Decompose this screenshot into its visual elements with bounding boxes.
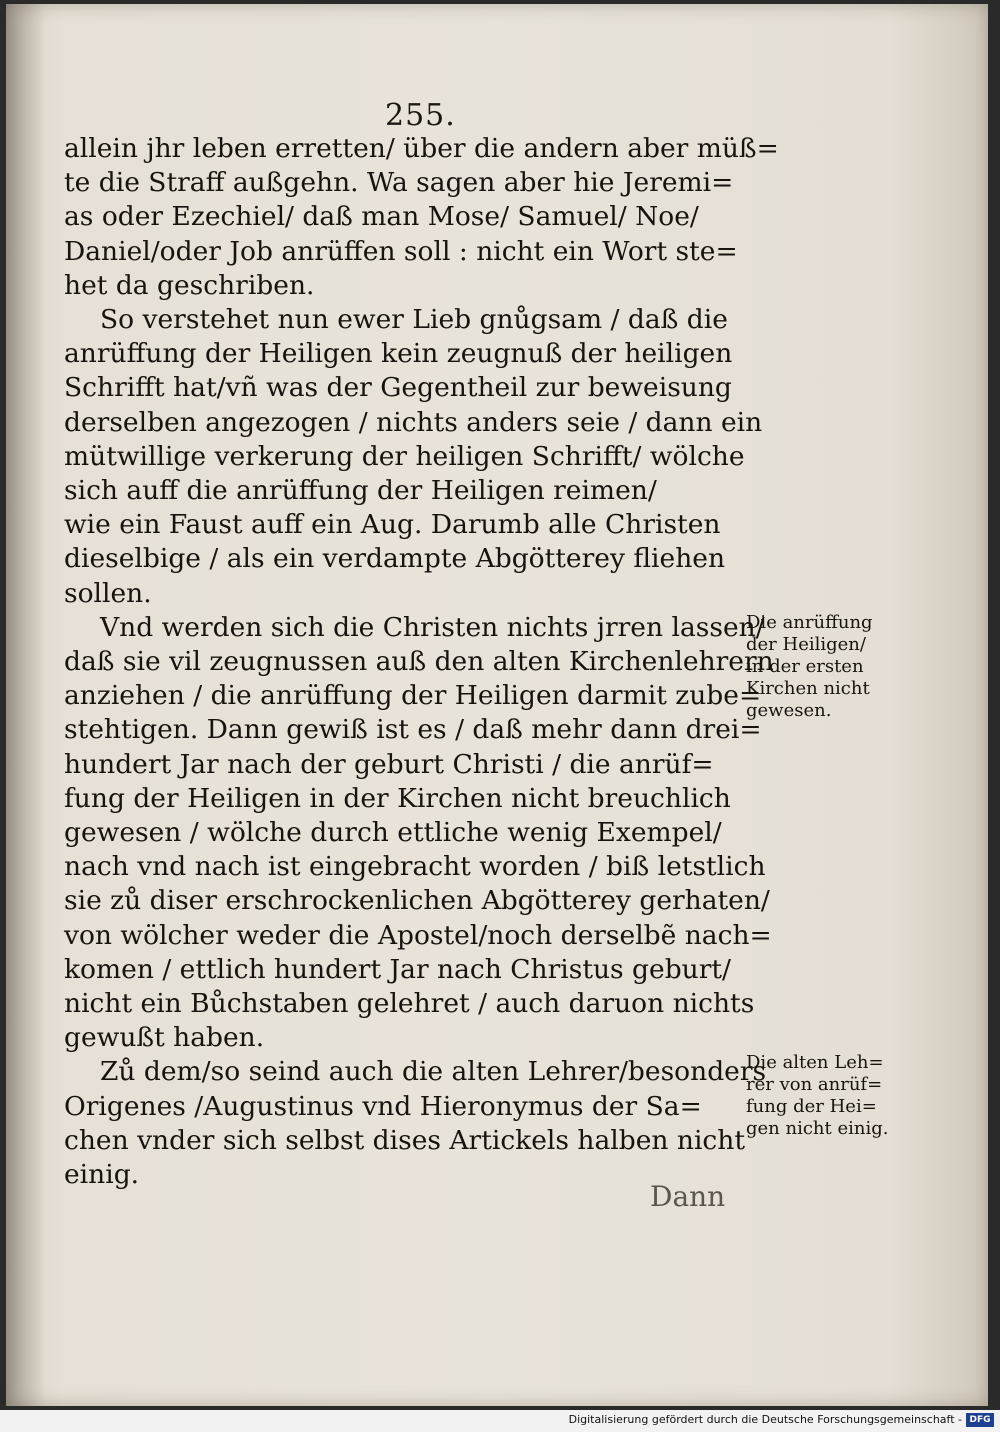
text-line: nicht ein Bůchstaben gelehret / auch daruon nichts [64, 988, 755, 1020]
text-line: mütwillige verkerung der heiligen Schrifft/ wölche [64, 440, 745, 472]
margin-note [746, 612, 926, 722]
text-line: fung der Heiligen in der Kirchen nicht breuchlich [64, 782, 731, 814]
dfg-logo: DFG [966, 1413, 994, 1427]
text-line: Daniel/oder Job anrüffen soll : nicht ein Wort ste= [64, 235, 738, 267]
gutter-shadow [6, 4, 46, 1406]
text-line: von wölcher weder die Apostel/noch derselbẽ nach= [64, 919, 772, 951]
margin-note-line: rer von anrüf= [746, 1074, 883, 1095]
text-line: Vnd werden sich die Christen nichts jrren lassen/ [100, 611, 765, 643]
text-line: chen vnder sich selbst dises Artickels halben nicht [64, 1124, 745, 1156]
text-line: allein jhr leben erretten/ über die andern aber müß= [64, 133, 779, 164]
text-line: komen / ettlich hundert Jar nach Christus geburt/ [64, 953, 731, 985]
main-text-block [64, 132, 779, 1192]
text-line: Origenes /Augustinus vnd Hieronymus der Sa= [64, 1090, 702, 1122]
text-line: hundert Jar nach der geburt Christi / die anrüf= [64, 748, 714, 780]
margin-note-line: in der ersten [746, 656, 864, 677]
text-line: sollen. [64, 577, 152, 609]
margin-note [746, 1052, 926, 1140]
margin-note-line: fung der Hei= [746, 1096, 877, 1117]
text-line: gewußt haben. [64, 1022, 265, 1054]
text-line: anrüffung der Heiligen kein zeugnuß der heiligen [64, 338, 733, 370]
text-line: Schrifft hat/vñ was der Gegentheil zur beweisung [64, 372, 732, 404]
footer-bar [0, 1410, 1000, 1432]
text-line: einig. [64, 1159, 140, 1191]
text-line: daß sie vil zeugnussen auß den alten Kirchenlehrern [64, 646, 774, 678]
text-line: te die Straff außgehn. Wa sagen aber hie Jeremi= [64, 167, 734, 199]
margin-note-line: Die alten Leh= [746, 1052, 884, 1073]
text-line: derselben angezogen / nichts anders seie / dann ein [64, 406, 763, 438]
margin-note-line: gewesen. [746, 700, 832, 721]
text-line: sich auff die anrüffung der Heiligen reimen/ [64, 475, 657, 507]
text-line: sie zů diser erschrockenlichen Abgötterey gerhaten/ [64, 885, 770, 917]
text-line: So verstehet nun ewer Lieb gnůgsam / daß die [100, 304, 728, 336]
text-line: het da geschriben. [64, 269, 315, 301]
margin-note-line: gen nicht einig. [746, 1118, 889, 1139]
margin-note-line: Die anrüffung [746, 612, 873, 633]
text-line: wie ein Faust auff ein Aug. Darumb alle Christen [64, 509, 721, 541]
margin-note-line: Kirchen nicht [746, 678, 870, 699]
text-line: as oder Ezechiel/ daß man Mose/ Samuel/ Noe/ [64, 201, 699, 233]
catchword: Dann [650, 1180, 726, 1213]
margin-note-line: der Heiligen/ [746, 634, 866, 655]
text-line: anziehen / die anrüffung der Heiligen darmit zube= [64, 680, 762, 712]
text-line: dieselbige / als ein verdampte Abgötterey fliehen [64, 543, 726, 575]
text-line: Zů dem/so seind auch die alten Lehrer/besonders [100, 1056, 767, 1088]
footer-credit: Digitalisierung gefördert durch die Deutsche Forschungsgemeinschaft - [568, 1413, 962, 1426]
text-line: gewesen / wölche durch ettliche wenig Exempel/ [64, 817, 722, 849]
page-number: 255. [385, 98, 456, 133]
text-line: nach vnd nach ist eingebracht worden / biß letstlich [64, 851, 766, 883]
text-line: stehtigen. Dann gewiß ist es / daß mehr dann drei= [64, 714, 762, 746]
